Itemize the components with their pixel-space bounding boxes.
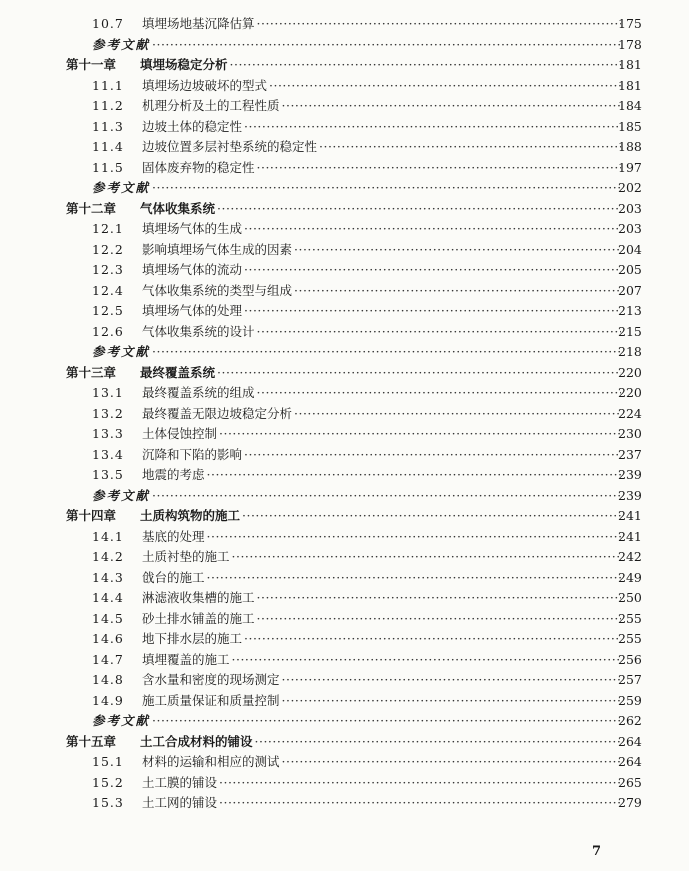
toc-entry-page: 279	[618, 795, 642, 810]
toc-entry-line	[142, 281, 621, 302]
toc-section-entry[interactable]	[0, 219, 689, 240]
dot-leader	[294, 240, 621, 261]
toc-section-entry[interactable]	[0, 424, 689, 445]
toc-entry-page: 203	[618, 200, 642, 216]
toc-entry-title: 地震的考虑	[142, 467, 205, 482]
toc-section-entry[interactable]	[0, 301, 689, 322]
toc-entry-title: 含水量和密度的现场测定	[142, 672, 280, 687]
page-number: 7	[592, 844, 602, 859]
toc-entry-line	[142, 670, 621, 691]
toc-entry-title: 土质衬垫的施工	[142, 549, 230, 564]
toc-entry-title: 参考文献	[92, 180, 151, 195]
dot-leader	[207, 568, 621, 589]
toc-entry-title: 机理分析及土的工程性质	[142, 98, 280, 113]
toc-entry-page: 224	[618, 405, 642, 421]
toc-entry-page: 184	[618, 98, 642, 113]
dot-leader	[282, 752, 621, 773]
toc-entry-line	[140, 363, 621, 384]
toc-entry-number: 13.3	[92, 426, 124, 441]
dot-leader	[230, 55, 621, 76]
toc-section-entry[interactable]	[0, 568, 689, 589]
dot-leader	[207, 527, 621, 548]
toc-entry-title: 参考文献	[92, 344, 151, 359]
toc-section-entry[interactable]	[0, 588, 689, 609]
toc-entry-line	[142, 752, 621, 773]
toc-entry-page: 213	[618, 303, 642, 318]
toc-entry-title: 边坡位置多层衬垫系统的稳定性	[142, 139, 318, 154]
toc-section-entry[interactable]	[0, 793, 689, 814]
toc-entry-number: 第十二章	[66, 200, 117, 216]
toc-entry-line	[142, 117, 621, 138]
dot-leader	[152, 35, 621, 56]
toc-entry-page: 264	[618, 754, 642, 769]
toc-entry-number: 13.4	[92, 446, 124, 462]
toc-entry-page: 230	[618, 426, 642, 441]
toc-entry-line	[142, 793, 621, 814]
toc-entry-title: 土工合成材料的铺设	[140, 733, 253, 749]
toc-entry-number: 14.8	[92, 672, 124, 687]
toc-entry-title: 最终覆盖系统的组成	[142, 385, 255, 400]
toc-entry-line	[92, 35, 621, 56]
toc-entry-title: 最终覆盖无限边坡稳定分析	[142, 405, 293, 421]
toc-entry-page: 215	[618, 323, 642, 339]
dot-leader	[152, 486, 621, 507]
toc-references-entry[interactable]	[0, 711, 689, 732]
toc-entry-title: 土体侵蚀控制	[142, 426, 218, 441]
toc-entry-number: 第十五章	[66, 733, 117, 749]
toc-entry-page: 220	[618, 385, 642, 400]
toc-entry-number: 14.3	[92, 569, 124, 585]
toc-entry-number: 13.2	[92, 405, 124, 421]
toc-entry-line	[142, 609, 621, 630]
toc-entry-title: 施工质量保证和质量控制	[142, 692, 280, 708]
toc-entry-title: 沉降和下陷的影响	[142, 446, 243, 462]
toc-entry-line	[142, 137, 621, 158]
toc-section-entry[interactable]	[0, 691, 689, 712]
toc-section-entry[interactable]	[0, 445, 689, 466]
toc-entry-number: 15.3	[92, 795, 124, 810]
toc-chapter-entry[interactable]	[0, 506, 689, 527]
toc-entry-number: 14.4	[92, 590, 124, 605]
dot-leader	[282, 96, 621, 117]
toc-entry-page: 255	[618, 631, 642, 646]
toc-section-entry[interactable]	[0, 117, 689, 138]
toc-entry-title: 填埋场气体的流动	[142, 262, 243, 277]
toc-section-entry[interactable]	[0, 752, 689, 773]
toc-entry-number: 第十三章	[66, 364, 117, 380]
toc-entry-line	[142, 240, 621, 261]
toc-entry-line	[142, 404, 621, 425]
toc-entry-title: 填埋场气体的生成	[142, 221, 243, 236]
toc-entry-title: 填埋场边坡破坏的型式	[142, 77, 268, 93]
toc-entry-title: 填埋场稳定分析	[140, 57, 228, 72]
toc-entry-line	[92, 342, 621, 363]
toc-entry-page: 241	[618, 508, 642, 523]
dot-leader	[319, 137, 621, 158]
dot-leader	[219, 773, 621, 794]
toc-section-entry[interactable]	[0, 14, 689, 35]
toc-entry-title: 基底的处理	[142, 528, 205, 544]
toc-entry-line	[142, 773, 621, 794]
dot-leader	[257, 609, 621, 630]
toc-entry-line	[142, 568, 621, 589]
toc-entry-page: 181	[618, 77, 642, 93]
toc-entry-page: 242	[618, 549, 642, 564]
toc-chapter-entry[interactable]	[0, 732, 689, 753]
toc-entry-title: 边坡土体的稳定性	[142, 118, 243, 134]
dot-leader	[244, 117, 621, 138]
toc-section-entry[interactable]	[0, 383, 689, 404]
toc-entry-number: 14.2	[92, 549, 124, 564]
toc-entry-line	[142, 219, 621, 240]
toc-entry-line	[142, 158, 621, 179]
toc-entry-number: 12.4	[92, 282, 124, 298]
toc-entry-line	[142, 383, 621, 404]
toc-section-entry[interactable]	[0, 773, 689, 794]
toc-entry-number: 13.5	[92, 467, 124, 482]
toc-entry-line	[142, 547, 621, 568]
toc-entry-page: 185	[618, 118, 642, 134]
toc-chapter-entry[interactable]	[0, 199, 689, 220]
toc-entry-title: 气体收集系统	[140, 200, 216, 216]
toc-entry-number: 11.1	[92, 77, 124, 93]
toc-references-entry[interactable]	[0, 35, 689, 56]
toc-entry-number: 12.6	[92, 323, 124, 339]
toc-entry-number: 11.4	[92, 139, 124, 154]
toc-entry-title: 地下排水层的施工	[142, 631, 243, 646]
toc-section-entry[interactable]	[0, 404, 689, 425]
dot-leader	[294, 281, 621, 302]
toc-entry-line	[142, 96, 621, 117]
dot-leader	[244, 445, 621, 466]
toc-section-entry[interactable]	[0, 609, 689, 630]
toc-entry-number: 12.3	[92, 262, 124, 277]
toc-entry-line	[142, 424, 621, 445]
toc-entry-line	[142, 465, 621, 486]
toc-entry-line	[142, 76, 621, 97]
toc-entry-number: 10.7	[92, 16, 124, 31]
toc-entry-title: 土质构筑物的施工	[140, 508, 241, 523]
dot-leader	[282, 691, 621, 712]
toc-entry-number: 12.5	[92, 303, 124, 318]
toc-entry-title: 砂土排水铺盖的施工	[142, 610, 255, 626]
dot-leader	[244, 219, 621, 240]
toc-section-entry[interactable]	[0, 76, 689, 97]
toc-entry-line	[142, 445, 621, 466]
dot-leader	[242, 506, 621, 527]
dot-leader	[244, 629, 621, 650]
dot-leader	[244, 260, 621, 281]
dot-leader	[269, 76, 621, 97]
toc-entry-number: 第十一章	[66, 57, 117, 72]
toc-entry-page: 218	[618, 344, 642, 359]
toc-entry-title: 气体收集系统的类型与组成	[142, 282, 293, 298]
toc-entry-page: 239	[618, 487, 642, 503]
toc-entry-number: 15.2	[92, 774, 124, 790]
toc-entry-page: 181	[618, 57, 642, 72]
toc-section-entry[interactable]	[0, 547, 689, 568]
toc-entry-page: 250	[618, 590, 642, 605]
toc-entry-title: 淋滤液收集槽的施工	[142, 590, 255, 605]
toc-entry-page: 257	[618, 672, 642, 687]
toc-entry-number: 第十四章	[66, 508, 117, 523]
toc-chapter-entry[interactable]	[0, 55, 689, 76]
toc-section-entry[interactable]	[0, 527, 689, 548]
dot-leader	[152, 178, 621, 199]
table-of-contents	[0, 14, 689, 814]
toc-entry-page: 188	[618, 139, 642, 154]
toc-entry-page: 178	[618, 36, 642, 52]
toc-entry-number: 15.1	[92, 754, 124, 769]
dot-leader	[282, 670, 621, 691]
toc-entry-page: 265	[618, 774, 642, 790]
toc-entry-page: 264	[618, 733, 642, 749]
dot-leader	[257, 588, 621, 609]
toc-entry-line	[142, 527, 621, 548]
toc-section-entry[interactable]	[0, 281, 689, 302]
toc-section-entry[interactable]	[0, 670, 689, 691]
toc-entry-title: 土工膜的铺设	[142, 774, 218, 790]
toc-entry-line	[140, 732, 621, 753]
toc-entry-page: 255	[618, 610, 642, 626]
toc-entry-page: 220	[618, 364, 642, 380]
dot-leader	[257, 322, 621, 343]
toc-entry-line	[142, 301, 621, 322]
dot-leader	[219, 424, 621, 445]
toc-section-entry[interactable]	[0, 629, 689, 650]
toc-references-entry[interactable]	[0, 486, 689, 507]
toc-entry-line	[142, 14, 621, 35]
toc-entry-page: 256	[618, 651, 642, 667]
dot-leader	[219, 793, 621, 814]
dot-leader	[217, 199, 621, 220]
toc-entry-page: 262	[618, 713, 642, 728]
toc-entry-page: 203	[618, 221, 642, 236]
dot-leader	[152, 711, 621, 732]
toc-entry-line	[140, 506, 621, 527]
toc-section-entry[interactable]	[0, 96, 689, 117]
toc-section-entry[interactable]	[0, 240, 689, 261]
toc-entry-page: 175	[618, 16, 642, 31]
toc-entry-title: 填埋场气体的处理	[142, 303, 243, 318]
toc-entry-number: 13.1	[92, 385, 124, 400]
toc-entry-page: 204	[618, 241, 642, 257]
dot-leader	[232, 547, 621, 568]
toc-chapter-entry[interactable]	[0, 363, 689, 384]
dot-leader	[294, 404, 621, 425]
toc-entry-line	[142, 650, 621, 671]
dot-leader	[257, 14, 621, 35]
toc-entry-title: 影响填埋场气体生成的因素	[142, 241, 293, 257]
toc-entry-title: 戗台的施工	[142, 569, 205, 585]
toc-entry-line	[142, 588, 621, 609]
toc-entry-number: 14.9	[92, 692, 124, 708]
toc-section-entry[interactable]	[0, 260, 689, 281]
dot-leader	[255, 732, 621, 753]
toc-entry-line	[142, 629, 621, 650]
toc-entry-page: 205	[618, 262, 642, 277]
toc-entry-title: 参考文献	[92, 713, 151, 728]
toc-entry-number: 11.5	[92, 159, 124, 175]
toc-entry-title: 填埋场地基沉降估算	[142, 16, 255, 31]
toc-entry-title: 参考文献	[92, 487, 151, 503]
toc-references-entry[interactable]	[0, 178, 689, 199]
toc-entry-title: 参考文献	[92, 36, 151, 52]
toc-entry-number: 11.2	[92, 98, 124, 113]
toc-entry-page: 259	[618, 692, 642, 708]
toc-entry-number: 12.1	[92, 221, 124, 236]
toc-entry-line	[92, 178, 621, 199]
toc-section-entry[interactable]	[0, 650, 689, 671]
toc-entry-number: 12.2	[92, 241, 124, 257]
toc-section-entry[interactable]	[0, 158, 689, 179]
dot-leader	[217, 363, 621, 384]
toc-entry-line	[142, 322, 621, 343]
toc-entry-title: 材料的运输和相应的测试	[142, 754, 280, 769]
dot-leader	[152, 342, 621, 363]
toc-entry-number: 14.1	[92, 528, 124, 544]
toc-entry-title: 固体废弃物的稳定性	[142, 159, 255, 175]
dot-leader	[244, 301, 621, 322]
toc-entry-page: 237	[618, 446, 642, 462]
toc-entry-page: 197	[618, 159, 642, 175]
dot-leader	[207, 465, 621, 486]
toc-entry-line	[142, 691, 621, 712]
toc-entry-title: 土工网的铺设	[142, 795, 218, 810]
toc-entry-line	[140, 199, 621, 220]
toc-entry-line	[92, 486, 621, 507]
toc-entry-line	[92, 711, 621, 732]
toc-entry-number: 14.5	[92, 610, 124, 626]
toc-references-entry[interactable]	[0, 342, 689, 363]
toc-entry-number: 11.3	[92, 118, 124, 134]
toc-entry-page: 239	[618, 467, 642, 482]
toc-entry-page: 202	[618, 180, 642, 195]
toc-entry-title: 最终覆盖系统	[140, 364, 216, 380]
dot-leader	[257, 383, 621, 404]
toc-entry-line	[140, 55, 621, 76]
toc-entry-title: 填埋覆盖的施工	[142, 651, 230, 667]
toc-entry-line	[142, 260, 621, 281]
dot-leader	[232, 650, 621, 671]
toc-section-entry[interactable]	[0, 465, 689, 486]
toc-entry-page: 249	[618, 569, 642, 585]
toc-entry-page: 207	[618, 282, 642, 298]
toc-section-entry[interactable]	[0, 137, 689, 158]
toc-section-entry[interactable]	[0, 322, 689, 343]
toc-entry-page: 241	[618, 528, 642, 544]
toc-entry-number: 14.7	[92, 651, 124, 667]
toc-entry-number: 14.6	[92, 631, 124, 646]
toc-entry-title: 气体收集系统的设计	[142, 323, 255, 339]
dot-leader	[257, 158, 621, 179]
